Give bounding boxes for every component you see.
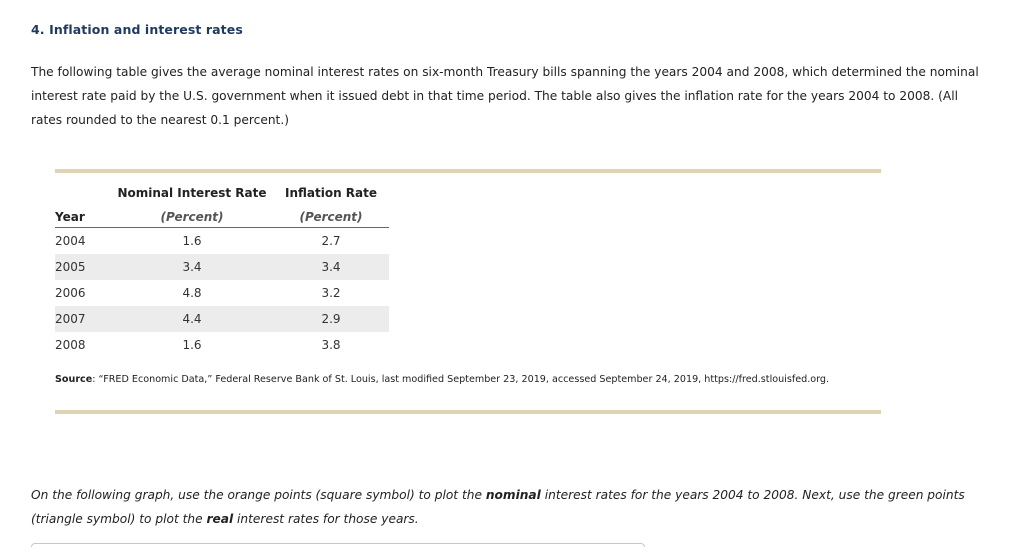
instr-nominal-emphasis: nominal	[485, 488, 541, 502]
source-label: Source	[55, 374, 93, 385]
header-nominal: Nominal Interest Rate	[117, 186, 267, 200]
year-cell: 2005	[55, 254, 111, 280]
graph-panel-edge	[31, 543, 645, 547]
table-top-rule	[55, 169, 881, 173]
year-cell: 2006	[55, 286, 86, 300]
rates-table	[55, 178, 389, 358]
header-nominal-unit: (Percent)	[111, 202, 273, 228]
inflation-cell: 3.2	[321, 286, 341, 300]
graph-instructions	[31, 483, 991, 531]
inflation-cell: 3.4	[273, 254, 389, 280]
header-inflation-unit: (Percent)	[273, 202, 389, 228]
table-bottom-rule	[55, 410, 881, 414]
instr-part1: On the following graph, use the orange points (square symbol) to plot the	[31, 488, 486, 502]
instr-part3: interest rates for those years.	[233, 512, 419, 526]
nominal-cell: 4.4	[111, 306, 273, 332]
table-row	[55, 254, 389, 280]
table-row	[55, 332, 389, 358]
year-cell: 2008	[55, 338, 86, 352]
header-spacer	[55, 178, 111, 202]
table-row	[55, 228, 389, 255]
table-row	[55, 306, 389, 332]
inflation-cell: 2.9	[273, 306, 389, 332]
header-inflation: Inflation Rate	[284, 186, 378, 200]
intro-paragraph: The following table gives the average nominal interest rates on six-month Treasury bills spanning the years 2004 and 2008, which determined the nominal interest rate paid by the U.S. government when it issued debt in that time period. The table also gives the inflation rate for the years 2004 to 2008. (All rates rounded to the nearest 0.1 percent.)	[31, 65, 979, 127]
source-text: : “FRED Economic Data,” Federal Reserve Bank of St. Louis, last modified September 23, 2019, accessed September 24, 2019, https://fred.stlouisfed.org.	[92, 374, 830, 385]
nominal-cell: 4.8	[182, 286, 202, 300]
instr-real-emphasis: real	[206, 512, 234, 526]
inflation-cell: 3.8	[321, 338, 341, 352]
year-cell: 2007	[55, 306, 111, 332]
source-note	[55, 374, 829, 385]
nominal-cell: 1.6	[182, 234, 202, 248]
inflation-cell: 2.7	[321, 234, 341, 248]
instr-part2: interest rates for the years 2004 to 2008. Next, use the green points (triangle symbol) to plot the	[31, 488, 965, 526]
table-row	[55, 280, 389, 306]
year-cell: 2004	[55, 234, 86, 248]
nominal-cell: 1.6	[182, 338, 202, 352]
section-heading: 4. Inflation and interest rates	[31, 22, 243, 37]
header-year: Year	[55, 202, 111, 228]
nominal-cell: 3.4	[111, 254, 273, 280]
